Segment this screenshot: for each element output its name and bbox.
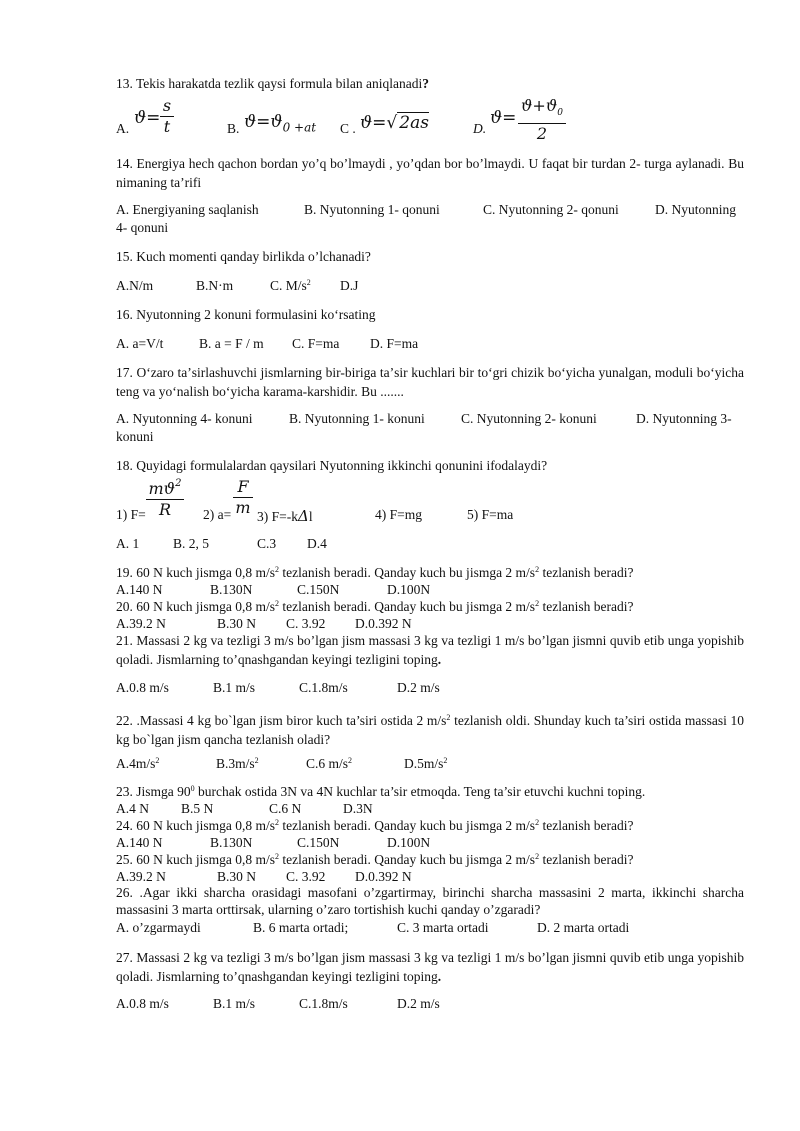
q17-option-a: A. Nyutonning 4- konuni — [116, 411, 253, 426]
q27-option-a: A.0.8 m/s — [116, 996, 169, 1011]
question-20: 20. 60 N kuch jismga 0,8 $m/s^2$ tezlanish beradi. Qanday kuch bu jismga 2 $m/s^2$ tezlanish beradi? — [116, 599, 634, 614]
q25-option-a: A.39.2 N — [116, 869, 166, 884]
q15-option-d: D.J — [340, 278, 359, 293]
q16-option-d: D. F=ma — [370, 336, 419, 351]
q27-option-b: B.1 m/s — [213, 996, 256, 1011]
q14-option-d: D. Nyutonning — [655, 202, 736, 217]
q22-option-d: $D.5m/s^2$ — [404, 756, 448, 771]
q13-option-c-label: C . — [340, 121, 356, 136]
q19-option-c: C.150N — [297, 582, 340, 597]
q20-option-d: D.0.392 N — [355, 616, 412, 631]
q17-option-b: B. Nyutonning 1- konuni — [289, 411, 425, 426]
question-17: 17. Oʻzaro taʼsirlashuvchi jismlarning bir-biriga taʼsir kuchlari bir toʻgri chizik boʻyicha yunalgan, moduli boʻyicha teng va yoʻnalish boʻyicha karama-karshidir. Bu ....... — [116, 365, 744, 399]
q13-option-c-formula: ϑ=√ 2as — [360, 113, 429, 133]
q24-option-d: D.100N — [387, 835, 431, 850]
q14-option-b: B. Nyutonning 1- qonuni — [304, 202, 440, 217]
q21-option-b: B.1 m/s — [213, 680, 256, 695]
q16-option-c: C. F=ma — [292, 336, 340, 351]
q17-option-d: D. Nyutonning 3- — [636, 411, 732, 426]
q13-option-b-formula: $ϑ=ϑ_{0 +at}$ — [244, 112, 317, 135]
question-25: 25. 60 N kuch jismga 0,8 $m/s^2$ tezlanish beradi. Qanday kuch bu jismga 2 $m/s^2$ tezlanish beradi? — [116, 852, 634, 867]
q22-option-a: $A.4m/s^2$ — [116, 756, 160, 771]
q20-option-b: B.30 N — [217, 616, 257, 631]
q26-option-c: C. 3 marta ortadi — [397, 920, 489, 935]
q15-option-c: C. $M/s^2$ — [270, 278, 311, 293]
question-14: 14. Energiya hech qachon bordan yo’q bo’lmaydi , yo’qdan bor bo’lmaydi. U faqat bir turdan 2- turga aylanadi. Bu nimaning ta’rifi — [116, 156, 744, 190]
q25-option-c: C. 3.92 — [286, 869, 326, 884]
q13-option-d-lhs: ϑ= — [490, 108, 517, 128]
q27-option-d: D.2 m/s — [397, 996, 440, 1011]
q15-option-b: B.N·m — [196, 278, 234, 293]
q24-option-b: B.130N — [210, 835, 253, 850]
question-22: 22. .Massasi 4 kg bo`lgan jism biror kuch ta’siri ostida 2 $m/s^2$ tezlanish oldi. Shunday kuch ta’siri ostida massasi 10 kg bo`lgan jism qancha tezlanish oladi? — [116, 713, 744, 747]
q14-option-a: A. Energiyaning saqlanish — [116, 202, 259, 217]
q13-option-a-lhs: ϑ= — [134, 108, 161, 128]
q18-formula-5: 5) F=ma — [467, 507, 514, 522]
question-18: 18. Quyidagi formulalardan qaysilari Nyutonning ikkinchi qonunini ifodalaydi? — [116, 458, 548, 473]
q22-option-c: C.6 $m/s^2$ — [306, 756, 353, 771]
q18-option-c: C.3 — [257, 536, 277, 551]
q26-option-b: B. 6 marta ortadi; — [253, 920, 349, 935]
question-27: 27. Massasi 2 kg va tezligi 3 m/s bo’lgan jism massasi 3 kg va tezligi 1 m/s bo’lgan jismni quvib etib unga yopishib qoladi. Jismlarning to’qnashgandan keyingi tezligini toping. — [116, 950, 744, 984]
q18-option-a: A. 1 — [116, 536, 140, 551]
q17-option-d-continued: konuni — [116, 429, 154, 444]
q21-option-a: A.0.8 m/s — [116, 680, 169, 695]
q22-option-b: $B.3m/s^2$ — [216, 756, 259, 771]
question-15: 15. Kuch momenti qanday birlikda o’lchanadi? — [116, 249, 371, 264]
q13-option-a-label: A. — [116, 121, 130, 136]
q17-option-c: C. Nyutonning 2- konuni — [461, 411, 597, 426]
q24-option-c: C.150N — [297, 835, 340, 850]
q13-option-a-fraction: $\frac{s}{t}$ — [160, 96, 174, 137]
question-16: 16. Nyutonning 2 konuni formulasini koʻrsating — [116, 307, 376, 322]
q18-formula-2-label: 2) a= — [203, 507, 232, 522]
q19-option-a: A.140 N — [116, 582, 163, 597]
q13-option-d-fraction: $\frac{ϑ+ϑ_0}{2}$ — [518, 96, 566, 144]
q18-option-b: B. 2, 5 — [173, 536, 210, 551]
q23-option-b: B.5 N — [181, 801, 214, 816]
q24-option-a: A.140 N — [116, 835, 163, 850]
q18-formula-1-label: 1) F= — [116, 507, 146, 522]
q15-option-a: A.N/m — [116, 278, 154, 293]
q23-option-c: C.6 N — [269, 801, 302, 816]
q14-option-d-continued: 4- qonuni — [116, 220, 169, 235]
q13-option-d-label: D. — [473, 121, 487, 136]
q14-option-c: C. Nyutonning 2- qonuni — [483, 202, 619, 217]
q23-option-d: D.3N — [343, 801, 373, 816]
question-13: 13. Tekis harakatda tezlik qaysi formula bilan aniqlanadi? — [116, 76, 429, 91]
q20-option-c: C. 3.92 — [286, 616, 326, 631]
question-19: 19. 60 N kuch jismga 0,8 $m/s^2$ tezlanish beradi. Qanday kuch bu jismga 2 $m/s^2$ tezlanish beradi? — [116, 565, 634, 580]
q19-option-b: B.130N — [210, 582, 253, 597]
q16-option-a: A. a=V/t — [116, 336, 164, 351]
q21-option-c: C.1.8m/s — [299, 680, 348, 695]
q18-formula-1-fraction: $\frac{mϑ^2}{R}$ — [146, 474, 184, 520]
q20-option-a: A.39.2 N — [116, 616, 166, 631]
question-24: 24. 60 N kuch jismga 0,8 $m/s^2$ tezlanish beradi. Qanday kuch bu jismga 2 $m/s^2$ tezlanish beradi? — [116, 818, 634, 833]
q18-formula-2-fraction: $\frac{F}{m}$ — [233, 477, 253, 518]
q27-option-c: C.1.8m/s — [299, 996, 348, 1011]
q13-option-b-label: B. — [227, 121, 240, 136]
question-26: 26. .Agar ikki sharcha orasidagi masofani o’zgartirmay, birinchi sharcha massasini 2 marta, ikkinchi sharcha massasini 3 marta orttirsak, ularning o’zaro tortishish kuchi qanday o’zgaradi? — [116, 885, 744, 917]
question-23: 23. Jismga $90^0$ burchak ostida 3N va 4N kuchlar ta’sir etmoqda. Teng ta’sir etuvchi kuchni toping. — [116, 784, 646, 799]
q19-option-d: D.100N — [387, 582, 431, 597]
q18-option-d: D.4 — [307, 536, 327, 551]
question-21: 21. Massasi 2 kg va tezligi 3 m/s bo’lgan jism massasi 3 kg va tezligi 1 m/s bo’lgan jismni quvib etib unga yopishib qoladi. Jismlarning to’qnashgandan keyingi tezligini toping. — [116, 633, 744, 667]
q26-option-a: A. o’zgarmaydi — [116, 920, 201, 935]
q16-option-b: B. a = F / m — [199, 336, 264, 351]
q18-formula-3: 3) F=-kΔl — [257, 507, 313, 525]
q18-formula-4: 4) F=mg — [375, 507, 422, 522]
q25-option-d: D.0.392 N — [355, 869, 412, 884]
q26-option-d: D. 2 marta ortadi — [537, 920, 630, 935]
q21-option-d: D.2 m/s — [397, 680, 440, 695]
q23-option-a: A.4 N — [116, 801, 149, 816]
q25-option-b: B.30 N — [217, 869, 257, 884]
